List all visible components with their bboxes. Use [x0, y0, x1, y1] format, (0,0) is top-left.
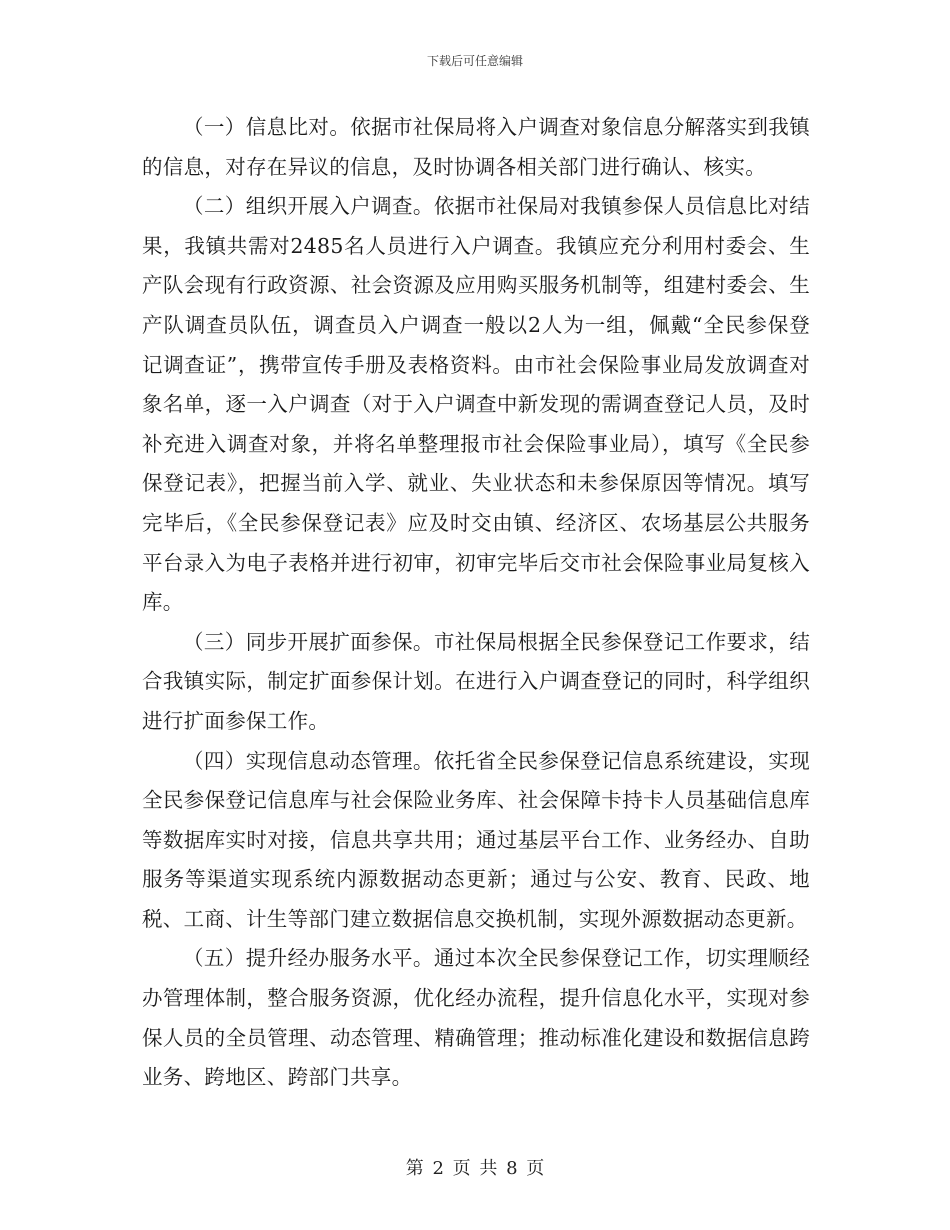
paragraph-expand-coverage: （三）同步开展扩面参保。市社保局根据全民参保登记工作要求，结合我镇实际，制定扩面参保计划。在进行入户调查登记的同时，科学组织进行扩面参保工作。 [142, 629, 810, 733]
page-header: 下载后可任意编辑 [426, 54, 523, 68]
paragraph-dynamic-management: （四）实现信息动态管理。依托省全民参保登记信息系统建设，实现全民参保登记信息库与社会保险业务库、社会保障卡持卡人员基础信息库等数据库实时对接，信息共享共用；通过基层平台工作、业务经办、自助服务等渠道实现系统内源数据动态更新；通过与公安、教育、民政、地税、工商、计生等部门建立数据信息交换机制，实现外源数据动态更新。 [142, 748, 810, 931]
paragraph-info-comparison: （一）信息比对。依据市社保局将入户调查对象信息分解落实到我镇的信息，对存在异议的信息，及时协调各相关部门进行确认、核实。 [142, 115, 810, 179]
paragraph-service-level: （五）提升经办服务水平。通过本次全民参保登记工作，切实理顺经办管理体制，整合服务资源，优化经办流程，提升信息化水平，实现对参保人员的全员管理、动态管理、精确管理；推动标准化建设和数据信息跨业务、跨地区、跨部门共享。 [142, 946, 810, 1090]
paragraph-household-survey: （二）组织开展入户调查。依据市社保局对我镇参保人员信息比对结果，我镇共需对2485名人员进行入户调查。我镇应充分利用村委会、生产队会现有行政资源、社会资源及应用购买服务机制等，组建村委会、生产队调查员队伍，调查员入户调查一般以2人为一组，佩戴“全民参保登记调查证”，携带宣传手册及表格资料。由市社会保险事业局发放调查对象名单，逐一入户调查（对于入户调查中新发现的需调查登记人员，及时补充进入调查对象，并将名单整理报市社会保险事业局），填写《全民参保登记表》，把握当前入学、就业、失业状态和未参保原因等情况。填写完毕后，《全民参保登记表》应及时交由镇、经济区、农场基层公共服务平台录入为电子表格并进行初审，初审完毕后交市社会保险事业局复核入库。 [142, 194, 810, 615]
document-body [142, 108, 810, 1098]
page-number: 第 2 页 共 8 页 [405, 1158, 545, 1179]
